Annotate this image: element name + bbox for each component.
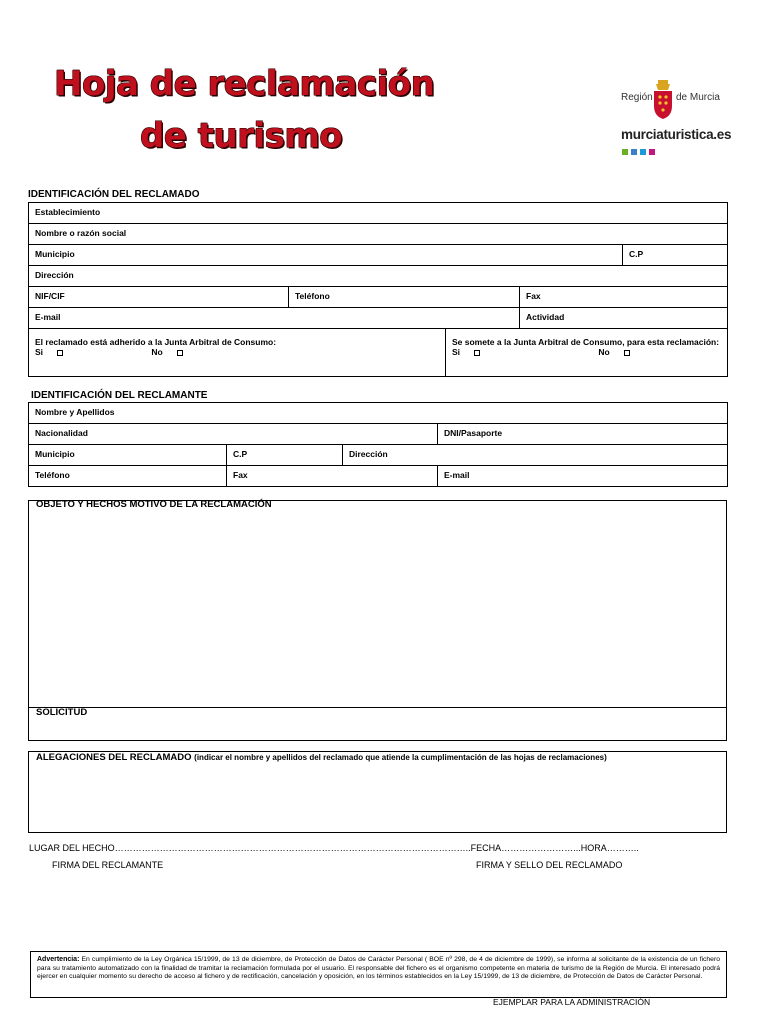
junta-adherido-cell <box>29 329 446 377</box>
document-title-line2: de turismo <box>140 116 343 156</box>
actividad-field[interactable] <box>520 308 728 329</box>
establecimiento-field[interactable] <box>29 203 728 224</box>
alegaciones-note: (indicar el nombre y apellidos del reclamado que atiende la cumplimentación de las hojas de reclamaciones) <box>194 753 607 762</box>
junta-somete-label: Se somete a la Junta Arbitral de Consumo, para esta reclamación: <box>452 337 720 347</box>
junta-adherido-label: El reclamado está adherido a la Junta Arbitral de Consumo: <box>35 337 277 347</box>
firma-reclamante-label: FIRMA DEL RECLAMANTE <box>52 860 164 870</box>
reclamante-email-field[interactable] <box>438 466 728 487</box>
cp-label: C.P <box>629 249 644 259</box>
actividad-label: Actividad <box>526 312 565 322</box>
somete-si-checkbox[interactable] <box>474 350 480 356</box>
solicitud-divider <box>29 707 726 708</box>
firma-reclamado-label: FIRMA Y SELLO DEL RECLAMADO <box>476 860 623 870</box>
adherido-si-label: Si <box>35 347 44 357</box>
somete-si-label: Si <box>452 347 461 357</box>
reclamante-nombre-label: Nombre y Apellidos <box>35 407 115 417</box>
direccion-field[interactable] <box>29 266 728 287</box>
logo-dot <box>631 149 637 155</box>
nif-field[interactable] <box>29 287 289 308</box>
nif-label: NIF/CIF <box>35 291 65 301</box>
email-label: E-mail <box>35 312 61 322</box>
reclamante-table <box>28 402 728 487</box>
logo-dot <box>640 149 646 155</box>
solicitud-label: SOLICITUD <box>36 707 88 718</box>
nacionalidad-field[interactable] <box>29 424 438 445</box>
region-label-left: Región <box>621 92 653 103</box>
reclamante-municipio-field[interactable] <box>29 445 227 466</box>
ejemplar-label: EJEMPLAR PARA LA ADMINISTRACIÓN <box>493 997 651 1007</box>
establecimiento-label: Establecimiento <box>35 207 101 217</box>
adherido-no-label: No <box>151 347 163 357</box>
site-logo-text: murciaturistica.es <box>621 127 732 142</box>
region-label-right: de Murcia <box>676 92 720 103</box>
reclamante-municipio-label: Municipio <box>35 449 75 459</box>
reclamante-telefono-label: Teléfono <box>35 470 70 480</box>
reclamante-fax-label: Fax <box>233 470 248 480</box>
section-title-reclamante: IDENTIFICACIÓN DEL RECLAMANTE <box>31 390 208 401</box>
murcia-coat-of-arms-icon <box>652 80 674 120</box>
reclamante-fax-field[interactable] <box>227 466 438 487</box>
reclamante-cp-field[interactable] <box>227 445 343 466</box>
lugar-fecha-hora-line[interactable]: LUGAR DEL HECHO………………………………………………………………………………………………………..FECHA……………………...HORA……….. <box>29 843 639 853</box>
somete-no-label: No <box>598 347 610 357</box>
fax-field[interactable] <box>520 287 728 308</box>
municipio-field[interactable] <box>29 245 623 266</box>
direccion-label: Dirección <box>35 270 74 280</box>
adherido-no-checkbox[interactable] <box>177 350 183 356</box>
site-logo-dots <box>622 142 658 160</box>
document-title-line1: Hoja de reclamación <box>54 64 435 104</box>
fax-label: Fax <box>526 291 541 301</box>
junta-somete-cell <box>446 329 728 377</box>
objeto-textarea[interactable] <box>30 512 725 704</box>
dni-field[interactable] <box>438 424 728 445</box>
alegaciones-label <box>36 752 607 763</box>
advertencia-label: Advertencia: <box>37 956 80 963</box>
reclamante-direccion-field[interactable] <box>343 445 728 466</box>
adherido-si-checkbox[interactable] <box>57 350 63 356</box>
somete-no-checkbox[interactable] <box>624 350 630 356</box>
logo-dot <box>622 149 628 155</box>
section-title-reclamado: IDENTIFICACIÓN DEL RECLAMADO <box>28 189 200 200</box>
advertencia-box <box>30 951 727 998</box>
advertencia-text: En cumplimiento de la Ley Orgánica 15/1999, de 13 de diciembre, de Protección de Datos de Carácter Personal ( BOE nº 298, de 4 de diciembre de 1999), se informa al solicitante de la existencia de un fichero para su tratamiento automatizado con la finalidad de tramitar la reclamación formulada por el usuario. El responsable del fichero es el organismo competente en materia de turismo de la Región de Murcia. El interesado podrá ejercer en cualquier momento su derecho de acceso al fichero y de rectificación, cancelación y oposición, en los términos establecidos en la Ley 15/1999, de 13 de diciembre, de Protección de Datos de Carácter Personal. <box>37 956 720 981</box>
dni-label: DNI/Pasaporte <box>444 428 503 438</box>
nacionalidad-label: Nacionalidad <box>35 428 88 438</box>
telefono-field[interactable] <box>289 287 520 308</box>
reclamante-direccion-label: Dirección <box>349 449 388 459</box>
reclamante-nombre-field[interactable] <box>29 403 728 424</box>
telefono-label: Teléfono <box>295 291 330 301</box>
nombre-razon-social-field[interactable] <box>29 224 728 245</box>
solicitud-textarea[interactable] <box>30 720 725 740</box>
municipio-label: Municipio <box>35 249 75 259</box>
reclamante-telefono-field[interactable] <box>29 466 227 487</box>
nombre-razon-social-label: Nombre o razón social <box>35 228 127 238</box>
reclamado-table <box>28 202 728 377</box>
email-field[interactable] <box>29 308 520 329</box>
alegaciones-title: ALEGACIONES DEL RECLAMADO <box>36 752 192 763</box>
objeto-label: OBJETO Y HECHOS MOTIVO DE LA RECLAMACIÓN <box>36 499 272 510</box>
alegaciones-textarea[interactable] <box>30 766 725 831</box>
reclamante-cp-label: C.P <box>233 449 248 459</box>
reclamante-email-label: E-mail <box>444 470 470 480</box>
cp-field[interactable] <box>623 245 728 266</box>
logo-dot <box>649 149 655 155</box>
